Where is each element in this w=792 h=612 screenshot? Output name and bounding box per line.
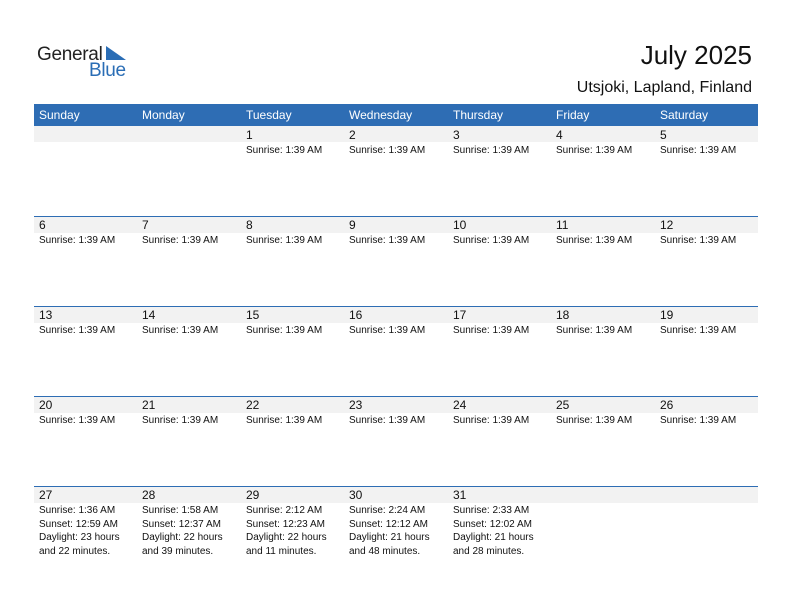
- day-info-line: and 11 minutes.: [246, 545, 317, 557]
- day-number: 14: [142, 308, 156, 322]
- day-info: [453, 414, 529, 428]
- day-cell: [448, 306, 551, 396]
- day-cell: [344, 486, 447, 576]
- day-info-line: Sunrise: 2:12 AM: [246, 505, 323, 516]
- day-number: 20: [39, 398, 53, 412]
- day-info: [349, 234, 425, 248]
- weekday-saturday: Saturday: [660, 108, 709, 122]
- day-number: 5: [660, 128, 667, 142]
- day-cell: [655, 306, 758, 396]
- day-cell: [344, 126, 447, 216]
- day-info-line: Sunrise: 1:39 AM: [349, 235, 426, 246]
- day-info-line: Sunset: 12:12 AM: [349, 518, 428, 530]
- day-cell: [551, 396, 654, 486]
- logo-text-blue: Blue: [89, 60, 126, 81]
- day-info: [349, 324, 425, 338]
- day-info-line: Sunrise: 1:39 AM: [39, 235, 116, 246]
- day-info-line: Sunrise: 1:39 AM: [39, 415, 116, 426]
- day-info-line: and 22 minutes.: [39, 545, 111, 557]
- day-info-line: Sunrise: 1:39 AM: [246, 415, 323, 426]
- day-info: [39, 504, 120, 558]
- day-number: 29: [246, 488, 260, 502]
- day-info-line: and 39 minutes.: [142, 545, 214, 557]
- weekday-friday: Friday: [556, 108, 590, 122]
- day-info-line: Sunrise: 1:39 AM: [453, 415, 530, 426]
- day-info-line: Sunrise: 1:39 AM: [349, 145, 426, 156]
- day-info-line: Sunrise: 1:58 AM: [142, 505, 219, 516]
- day-info-line: Daylight: 21 hours: [349, 532, 430, 543]
- day-cell: [551, 306, 654, 396]
- day-number: 9: [349, 218, 356, 232]
- day-cell: [551, 486, 654, 576]
- calendar-location: Utsjoki, Lapland, Finland: [576, 79, 752, 96]
- day-info-line: Sunrise: 1:39 AM: [660, 235, 737, 246]
- day-info-line: Sunrise: 1:39 AM: [39, 325, 116, 336]
- day-cell: [344, 396, 447, 486]
- day-cell: [34, 126, 137, 216]
- day-info: [246, 144, 322, 158]
- day-info-line: Sunrise: 1:39 AM: [453, 145, 530, 156]
- day-cell: [34, 486, 137, 576]
- day-cell: [137, 126, 240, 216]
- week-row: [34, 396, 758, 486]
- day-info-line: Sunrise: 1:39 AM: [349, 415, 426, 426]
- week-row: [34, 216, 758, 306]
- day-number: 3: [453, 128, 460, 142]
- weekday-wednesday: Wednesday: [349, 108, 413, 122]
- day-cell: [551, 126, 654, 216]
- day-info-line: Sunset: 12:23 AM: [246, 518, 325, 530]
- day-info: [142, 414, 218, 428]
- day-info-line: Sunrise: 1:39 AM: [349, 325, 426, 336]
- day-number: 30: [349, 488, 363, 502]
- calendar-title: July 2025: [640, 40, 752, 70]
- day-info-line: Daylight: 21 hours: [453, 532, 534, 543]
- day-info-line: Sunrise: 1:39 AM: [246, 145, 323, 156]
- day-info: [142, 234, 218, 248]
- day-cell: [551, 216, 654, 306]
- week-row: [34, 126, 758, 216]
- day-info: [39, 324, 115, 338]
- day-info-line: Sunset: 12:37 AM: [142, 518, 221, 530]
- day-cell: [137, 396, 240, 486]
- day-info: [660, 324, 736, 338]
- day-number: 25: [556, 398, 570, 412]
- day-number: 1: [246, 128, 253, 142]
- day-info-line: Sunrise: 1:39 AM: [246, 325, 323, 336]
- day-number: 23: [349, 398, 363, 412]
- day-info: [246, 324, 322, 338]
- day-info-line: Sunrise: 2:24 AM: [349, 505, 426, 516]
- day-info: [453, 504, 534, 558]
- day-info: [453, 234, 529, 248]
- day-cell: [137, 306, 240, 396]
- day-number: 4: [556, 128, 563, 142]
- day-cell: [34, 396, 137, 486]
- day-cell: [448, 396, 551, 486]
- day-info: [453, 144, 529, 158]
- day-number: 17: [453, 308, 467, 322]
- day-cell: [241, 306, 344, 396]
- day-info-line: Sunrise: 1:39 AM: [453, 325, 530, 336]
- day-info: [556, 324, 632, 338]
- day-info-line: Sunrise: 1:39 AM: [660, 415, 737, 426]
- day-cell: [448, 216, 551, 306]
- weekday-sunday: Sunday: [39, 108, 80, 122]
- week-row: [34, 306, 758, 396]
- day-number: 18: [556, 308, 570, 322]
- day-cell: [241, 396, 344, 486]
- day-number: 26: [660, 398, 674, 412]
- day-info-line: and 28 minutes.: [453, 545, 525, 557]
- day-cell: [344, 306, 447, 396]
- day-info-line: Sunrise: 1:39 AM: [142, 415, 219, 426]
- week-row: [34, 486, 758, 576]
- day-info-line: Sunrise: 1:39 AM: [556, 415, 633, 426]
- day-info: [39, 414, 115, 428]
- day-cell: [655, 486, 758, 576]
- day-cell: [344, 216, 447, 306]
- day-info: [660, 414, 736, 428]
- day-number: 12: [660, 218, 674, 232]
- day-info-line: Sunrise: 1:39 AM: [246, 235, 323, 246]
- day-number: 21: [142, 398, 156, 412]
- day-info-line: Daylight: 22 hours: [142, 532, 223, 543]
- day-cell: [655, 396, 758, 486]
- day-number: 15: [246, 308, 260, 322]
- day-info-line: Daylight: 23 hours: [39, 532, 120, 543]
- day-info-line: Sunrise: 1:39 AM: [142, 235, 219, 246]
- day-info-line: Sunrise: 1:39 AM: [556, 235, 633, 246]
- day-info-line: Daylight: 22 hours: [246, 532, 327, 543]
- day-number: 10: [453, 218, 467, 232]
- day-number: 24: [453, 398, 467, 412]
- day-info-line: Sunrise: 1:39 AM: [142, 325, 219, 336]
- day-number: 8: [246, 218, 253, 232]
- day-number: 16: [349, 308, 363, 322]
- day-cell: [655, 126, 758, 216]
- day-number: 22: [246, 398, 260, 412]
- day-cell: [34, 306, 137, 396]
- day-cell: [241, 216, 344, 306]
- weekday-header: [34, 104, 758, 126]
- day-info: [349, 414, 425, 428]
- day-info-line: and 48 minutes.: [349, 545, 421, 557]
- day-cell: [448, 126, 551, 216]
- day-cell: [34, 216, 137, 306]
- day-info-line: Sunrise: 1:39 AM: [453, 235, 530, 246]
- day-info: [556, 234, 632, 248]
- day-number: 19: [660, 308, 674, 322]
- day-info-line: Sunrise: 1:39 AM: [556, 325, 633, 336]
- weekday-monday: Monday: [142, 108, 185, 122]
- day-number: 6: [39, 218, 46, 232]
- day-info: [556, 414, 632, 428]
- day-info-line: Sunset: 12:59 AM: [39, 518, 118, 530]
- day-info: [349, 504, 430, 558]
- day-info: [246, 414, 322, 428]
- day-cell: [448, 486, 551, 576]
- day-number: 31: [453, 488, 467, 502]
- day-info-line: Sunrise: 1:36 AM: [39, 505, 116, 516]
- day-info-line: Sunrise: 1:39 AM: [660, 145, 737, 156]
- day-number: 28: [142, 488, 156, 502]
- day-info: [660, 234, 736, 248]
- weekday-thursday: Thursday: [453, 108, 504, 122]
- day-info: [453, 324, 529, 338]
- day-info: [142, 324, 218, 338]
- logo: [37, 44, 137, 80]
- day-info: [246, 504, 327, 558]
- day-info-line: Sunrise: 1:39 AM: [660, 325, 737, 336]
- day-number: 7: [142, 218, 149, 232]
- day-number: 2: [349, 128, 356, 142]
- day-number: 11: [556, 218, 569, 232]
- day-number: 13: [39, 308, 53, 322]
- day-info-line: Sunrise: 1:39 AM: [556, 145, 633, 156]
- day-info-line: Sunrise: 2:33 AM: [453, 505, 530, 516]
- day-cell: [241, 126, 344, 216]
- day-info: [556, 144, 632, 158]
- day-cell: [241, 486, 344, 576]
- day-info: [142, 504, 223, 558]
- day-info: [349, 144, 425, 158]
- day-info: [39, 234, 115, 248]
- day-cell: [137, 486, 240, 576]
- day-cell: [137, 216, 240, 306]
- day-number: 27: [39, 488, 53, 502]
- day-cell: [655, 216, 758, 306]
- day-info-line: Sunset: 12:02 AM: [453, 518, 532, 530]
- day-info: [660, 144, 736, 158]
- weekday-tuesday: Tuesday: [246, 108, 292, 122]
- logo-text-general: General: [37, 44, 103, 65]
- day-info: [246, 234, 322, 248]
